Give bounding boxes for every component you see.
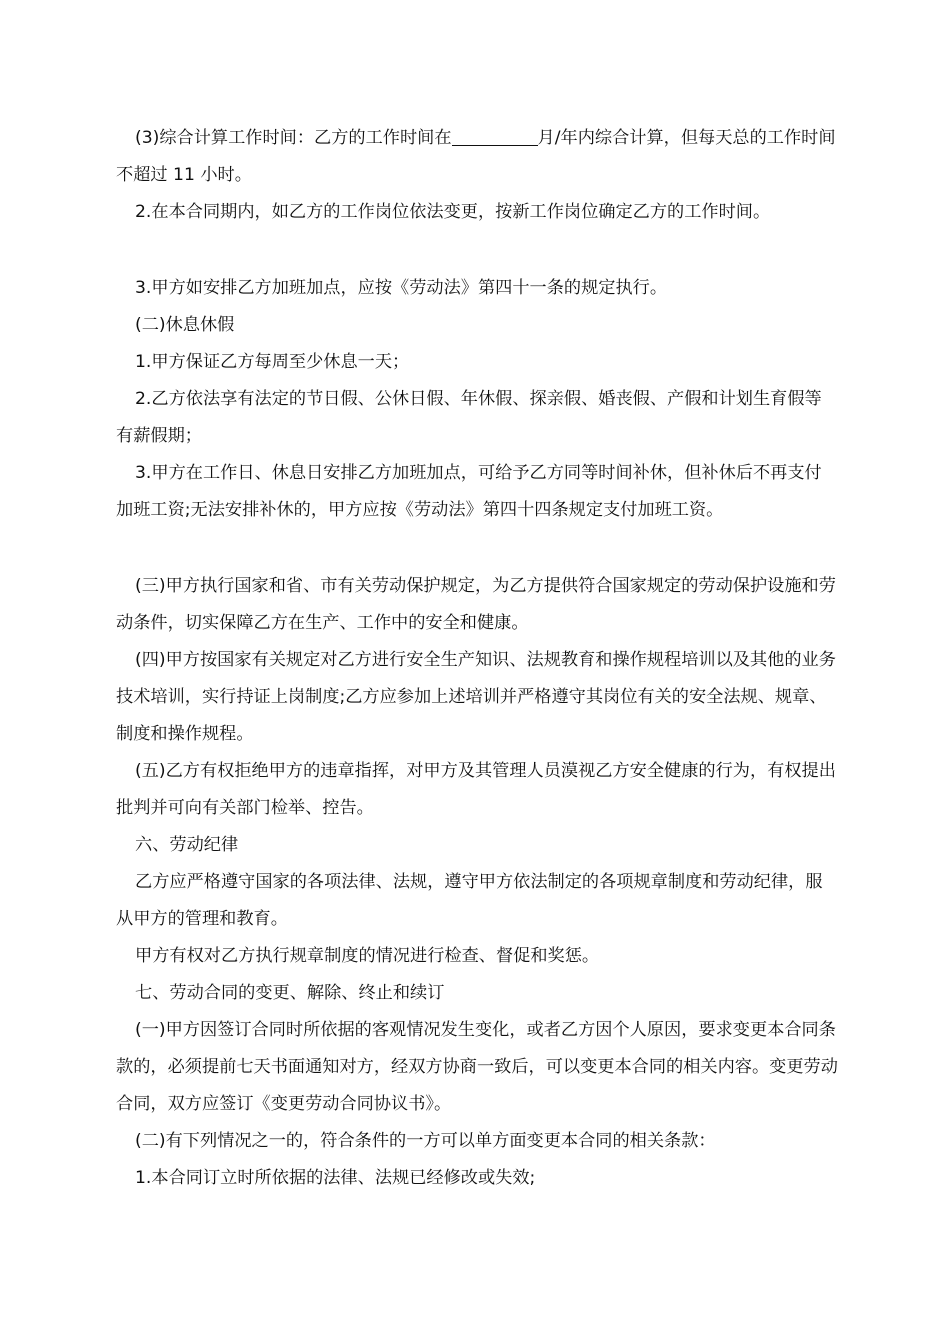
paragraph-item: (二)有下列情况之一的，符合条件的一方可以单方面变更本合同的相关条款： — [135, 1131, 716, 1151]
paragraph-item: 3.甲方如安排乙方加班加点，应按《劳动法》第四十一条的规定执行。 — [135, 278, 668, 298]
paragraph-item: 1.本合同订立时所依据的法律、法规已经修改或失效; — [135, 1168, 536, 1188]
paragraph-text: 月/年内综合计算，但每天总的工作时间不超过 11 小时。 — [116, 128, 836, 185]
paragraph-item: (五)乙方有权拒绝甲方的违章指挥，对甲方及其管理人员漠视乙方安全健康的行为，有权提出批判并可向有关部门检举、控告。 — [116, 761, 836, 818]
paragraph-item: 1.甲方保证乙方每周至少休息一天； — [135, 352, 410, 372]
fill-in-blank — [452, 123, 538, 146]
paragraph-item: 乙方应严格遵守国家的各项法律、法规，遵守甲方依法制定的各项规章制度和劳动纪律，服从甲方的管理和教育。 — [116, 872, 823, 929]
paragraph-item: 3.甲方在工作日、休息日安排乙方加班加点，可给予乙方同等时间补休，但补休后不再支付加班工资;无法安排补休的，甲方应按《劳动法》第四十四条规定支付加班工资。 — [116, 463, 822, 520]
section-heading: 七、劳动合同的变更、解除、终止和续订 — [135, 983, 445, 1003]
section-heading: 六、劳动纪律 — [135, 835, 239, 855]
paragraph-item: 2.乙方依法享有法定的节日假、公休日假、年休假、探亲假、婚丧假、产假和计划生育假等有薪假期； — [116, 389, 822, 446]
paragraph-item: 2.在本合同期内，如乙方的工作岗位依法变更，按新工作岗位确定乙方的工作时间。 — [135, 202, 771, 222]
section-heading: (二)休息休假 — [135, 315, 235, 335]
paragraph-text: (3)综合计算工作时间：乙方的工作时间在 — [135, 128, 452, 148]
paragraph-item: (四)甲方按国家有关规定对乙方进行安全生产知识、法规教育和操作规程培训以及其他的业务技术培训，实行持证上岗制度;乙方应参加上述培训并严格遵守其岗位有关的安全法规、规章、制度和操作规程。 — [116, 650, 836, 744]
paragraph-item: (一)甲方因签订合同时所依据的客观情况发生变化，或者乙方因个人原因，要求变更本合同条款的，必须提前七天书面通知对方，经双方协商一致后，可以变更本合同的相关内容。变更劳动合同，双方应签订《变更劳动合同协议书》。 — [116, 1020, 838, 1114]
paragraph-item: (三)甲方执行国家和省、市有关劳动保护规定，为乙方提供符合国家规定的劳动保护设施和劳动条件，切实保障乙方在生产、工作中的安全和健康。 — [116, 576, 836, 633]
paragraph-item: 甲方有权对乙方执行规章制度的情况进行检查、督促和奖惩。 — [135, 946, 600, 966]
paragraph-working-time-calculation — [116, 120, 838, 194]
